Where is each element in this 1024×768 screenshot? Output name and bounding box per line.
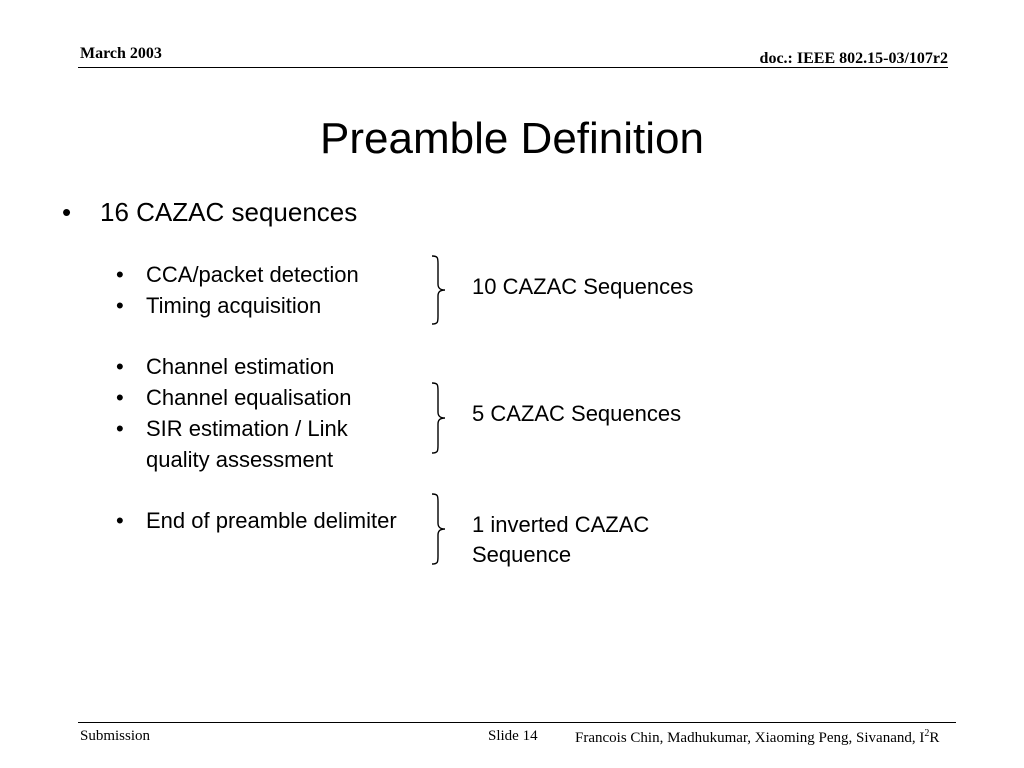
footer-divider	[78, 722, 956, 723]
header-divider	[78, 67, 948, 68]
sub-bullet: • SIR estimation / Link quality assessment	[116, 413, 416, 475]
group-3-note-line: 1 inverted CAZAC	[472, 512, 650, 537]
group-1-note: 10 CAZAC Sequences	[472, 274, 694, 299]
footer-authors-tail: R	[929, 730, 940, 746]
curly-brace-1	[430, 255, 448, 325]
bullet-group-1	[116, 259, 416, 321]
footer-authors-superscript: 2	[924, 728, 930, 739]
bullet-group-3	[116, 505, 416, 536]
sub-bullet: • Timing acquisition	[116, 290, 416, 321]
footer-authors-text: Francois Chin, Madhukumar, Xiaoming Peng, Sivanand, I	[575, 730, 925, 746]
footer-slide-number: Slide 14	[488, 728, 538, 744]
group-2-note: 5 CAZAC Sequences	[472, 401, 682, 426]
sub-bullet: • CCA/packet detection	[116, 259, 416, 290]
footer-authors	[575, 728, 939, 747]
group-3-note	[472, 510, 649, 570]
bullet-group-2	[116, 351, 416, 475]
slide-title: Preamble Definition	[320, 114, 704, 163]
main-bullet	[62, 196, 357, 228]
main-bullet-text: 16 CAZAC sequences	[100, 197, 358, 227]
footer-submission: Submission	[80, 728, 151, 744]
sub-bullet: • Channel equalisation	[116, 382, 416, 413]
curly-brace-2	[430, 382, 448, 454]
sub-bullet: • End of preamble delimiter	[116, 505, 416, 536]
header-doc-id: doc.: IEEE 802.15-03/107r2	[759, 50, 948, 67]
group-3-note-line: Sequence	[472, 542, 572, 567]
curly-brace-3	[430, 493, 448, 565]
sub-bullet: • Channel estimation	[116, 351, 416, 382]
header-date: March 2003	[80, 45, 162, 62]
bullet-marker: •	[62, 197, 72, 227]
